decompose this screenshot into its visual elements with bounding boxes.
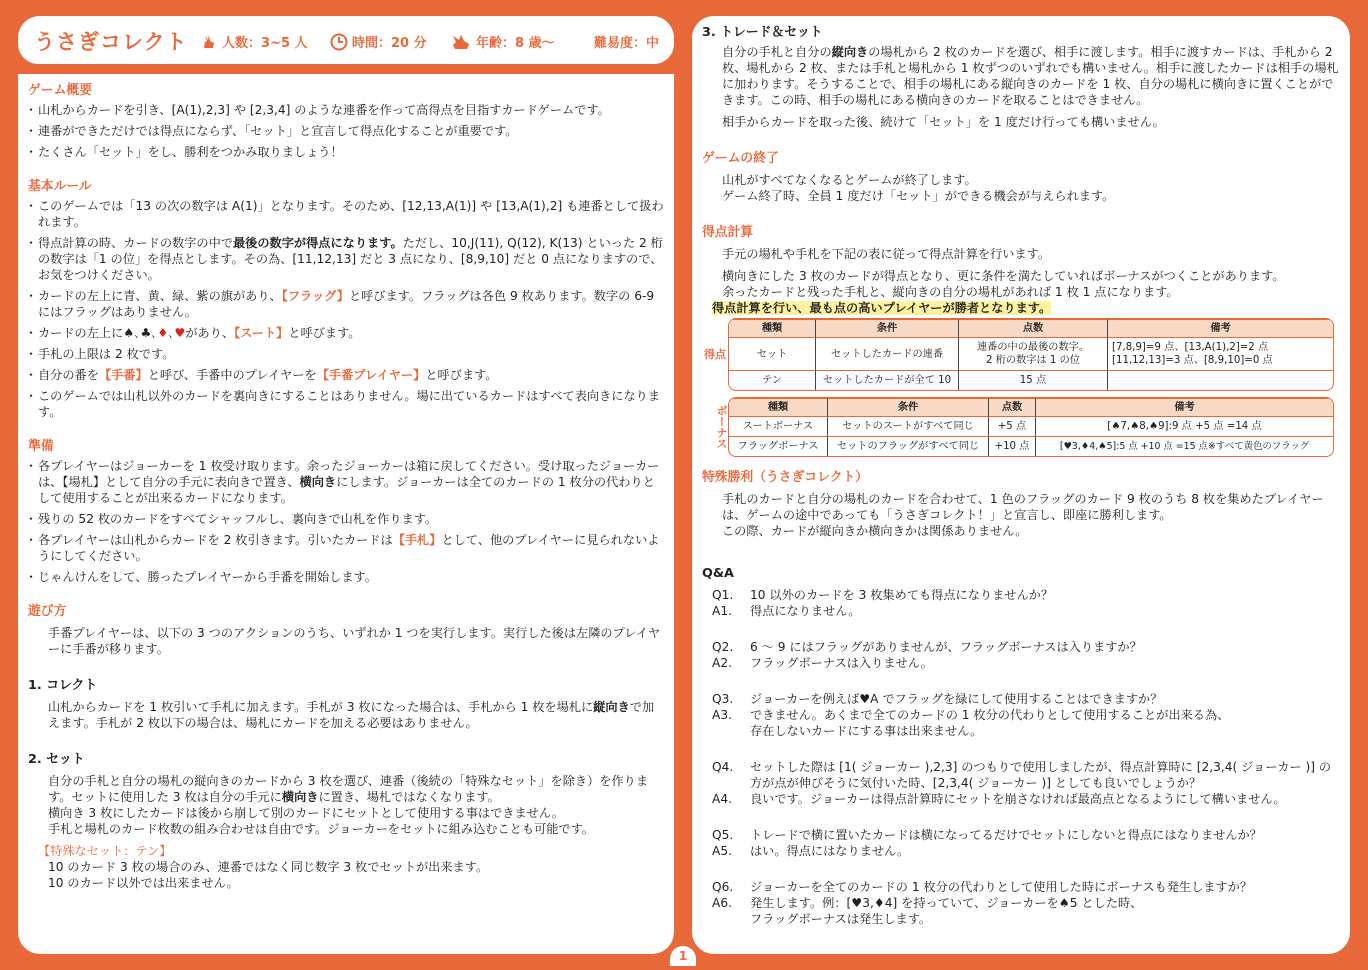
trade-text-2: 相手からカードを取った後、続けて「セット」を 1 度だけ行っても構いません。 — [722, 115, 1165, 129]
club-icon: ♣ — [140, 326, 152, 340]
rabbit-icon — [200, 33, 218, 51]
table-row: テン セットしたカードが全て 10 15 点 — [729, 371, 1333, 390]
scoring-title: 得点計算 — [702, 225, 754, 240]
difficulty-text: 難易度：中 — [594, 36, 660, 51]
winner-highlight: 得点計算を行い、最も点の高いプレイヤーが勝者となります。 — [712, 301, 1052, 315]
qa-list — [712, 587, 1340, 927]
header-band — [18, 64, 674, 74]
header — [18, 16, 674, 64]
end-title: ゲームの終了 — [702, 151, 779, 166]
qa-item: Q1. 10 以外のカードを 3 枚集めても得点になりませんか？ A1. 得点になりません。 — [712, 588, 1054, 618]
list-item: ･ 各プレイヤーは山札からカードを 2 枚引きます。引いたカードは【手札】として、他のプレイヤーに見られないようにしてください。 — [28, 533, 660, 563]
list-item: ･ カードの左上に♠､♣､♦､♥があり、【スート】と呼びます。 — [28, 326, 361, 340]
difficulty-info — [594, 32, 659, 51]
howto-text: 手番プレイヤーは、以下の 3 つのアクションのうち、いずれか 1 つを実行します。実行した後は左隣のプレイヤーに手番が移ります。 — [48, 626, 661, 656]
bonus-table-block — [702, 397, 1340, 457]
trade-text: 自分の手札と自分の縦向きの場札から 2 枚のカードを選び、相手に渡します。相手に渡すカードは、手札から 2 枚、場札から 2 枚、または手札と場札から 1 枚ずつのいずれでも構いません。相手に渡したカードは相手の場札に加わります。そうすることで、相手の場札にある縦向きのカードを 1 枚、自分の場札に横向きに置くことができます。この時、相手の場札にある横向きのカードを取ることはできません。 — [722, 45, 1339, 107]
list-item: ･ カードの左上に青、黄、緑、紫の旗があり、【フラッグ】と呼びます。フラッグは各色 9 枚あります。数字の 6-9 にはフラッグはありません。 — [28, 289, 655, 319]
score-table: 種類 条件 点数 備考 セット セットしたカードの連番 連番の中の最後の数字。 2 桁の数字は 1 の位 [7,8,9]=9 点、[13,A(1),2]=2 点 [11,12,13]=3 点、[8,9,10]=0 点 テン セットしたカードが全て 10 15 点 — [728, 318, 1334, 391]
age-text: 年齢：8 歳～ — [476, 36, 555, 51]
list-item: ･ このゲームでは「13 の次の数字は A(1)」となります。そのため、[12,13,A(1)] や [13,A(1),2] も連番として扱われます。 — [28, 199, 664, 229]
qa-item: Q3. ジョーカーを例えば♥A でフラッグを緑にして使用することはできますか？ A3. できません。あくまで全てのカードの 1 枚分の代わりとして使用することが出来る為、 存在しないカードにする事は出来ません。 — [712, 692, 1230, 738]
players-info — [200, 32, 308, 51]
table-row: フラッグボーナス セットのフラッグがすべて同じ +10 点 [♥3,♦4,♠5]:5 点 +10 点 =15 点※すべて黄色のフラッグ — [729, 437, 1333, 456]
list-item: ･ 自分の番を【手番】と呼び、手番中のプレイヤーを【手番プレイヤー】と呼びます。 — [28, 368, 498, 382]
overview-title: ゲーム概要 — [28, 83, 92, 98]
clock-icon — [330, 33, 348, 51]
set-title: 2. セット — [28, 752, 85, 767]
rules-list — [28, 198, 664, 420]
age-info — [450, 32, 555, 51]
howto-title: 遊び方 — [28, 604, 67, 619]
qa-title: Q&A — [702, 566, 734, 581]
qa-item: Q4. セットした際は [1( ジョーカー ),2,3] のつもりで使用しましたが、得点計算時に [2,3,4( ジョーカー )] の方が点が伸びそうに気付いた時、[2,3,4( ジョーカー )] としても良いでしょうか？ A4. 良いです。ジョーカーは得点計算時にセットを崩さなければ最高点となるようにして構いません。 — [712, 760, 1332, 806]
set-text: 自分の手札と自分の場札の縦向きのカードから 3 枚を選び、連番（後続の「特殊なセット」を除き）を作ります。セットに使用した 3 枚は自分の手元に横向きに置き、場札ではなくなります。 横向き 3 枚にしたカードは後から崩して別のカードにセットとして使用する事はできません。 手札と場札のカード枚数の組み合わせは自由です。ジョーカーをセットに組み込むことも可能です。 — [48, 774, 649, 836]
list-item: ･ じゃんけんをして、勝ったプレイヤーから手番を開始します。 — [28, 570, 377, 584]
list-item: ･ 山札からカードを引き、[A(1),2,3] や [2,3,4] のような連番を作って高得点を目指すカードゲームです。 — [28, 103, 610, 117]
end-text: 山札がすべてなくなるとゲームが終了します。 ゲーム終了時、全員 1 度だけ「セット」ができる機会が与えられます。 — [722, 173, 1115, 203]
score-table-label: 得点 — [704, 348, 726, 361]
list-item: ･ 連番ができただけでは得点にならず、「セット」と宣言して得点化することが重要です。 — [28, 124, 518, 138]
special-set: 【特殊なセット：テン】 10 のカード 3 枚の場合のみ、連番ではなく同じ数字 3 枚でセットが出来ます。 10 のカード以外では出来ません。 — [38, 843, 664, 891]
right-content — [702, 24, 1340, 927]
list-item: ･ 残りの 52 枚のカードをすべてシャッフルし、裏向きで山札を作ります。 — [28, 512, 438, 526]
collect-title: 1. コレクト — [28, 678, 98, 693]
left-content — [28, 82, 664, 891]
scoring-text: 手元の場札や手札を下記の表に従って得点計算を行います。 横向きにした 3 枚のカードが得点となり、更に条件を満たしていればボーナスがつくことがあります。 余ったカードと残った手札と、縦向きの自分の場札があれば 1 枚 1 点になります。 — [722, 247, 1285, 299]
qa-item: Q6. ジョーカーを全てのカードの 1 枚分の代わりとして使用した時にボーナスも発生しますか？ A6. 発生します。例：[♥3,♦4] を持っていて、ジョーカーを♠5 とした時、 フラッグボーナスは発生します。 — [712, 880, 1253, 926]
diamond-icon: ♦ — [157, 326, 169, 340]
table-row: スートボーナス セットのスートがすべて同じ +5 点 [♠7,♠8,♠9]:9 点 +5 点 =14 点 — [729, 417, 1333, 437]
prep-title: 準備 — [28, 439, 54, 454]
list-item: ･ このゲームでは山札以外のカードを裏向きにすることはありません。場に出ているカードはすべて表向きになります。 — [28, 389, 661, 419]
right-page — [692, 16, 1350, 954]
special-win-title: 特殊勝利（うさぎコレクト） — [702, 470, 869, 485]
bonus-table: 種類 条件 点数 備考 スートボーナス セットのスートがすべて同じ +5 点 [♠7,♠8,♠9]:9 点 +5 点 =14 点 フラッグボーナス セットのフラッグがすべて同じ +10 点 [♥3,♦4,♠5]:5 点 +10 点 =15 点※すべて黄色のフラッグ — [728, 397, 1334, 457]
list-item: ･ たくさん「セット」をし、勝利をつかみ取りましょう！ — [28, 145, 343, 159]
left-page — [18, 16, 674, 954]
rabbit-icon — [450, 33, 472, 51]
page-number: 1 — [670, 946, 696, 966]
special-set-title: 【特殊なセット：テン】 — [38, 844, 172, 858]
qa-item: Q2. 6 ～ 9 にはフラッグがありませんが、フラッグボーナスは入りますか？ A2. フラッグボーナスは入りません。 — [712, 640, 1142, 670]
players-text: 人数：3~5 人 — [222, 36, 308, 51]
score-table-block — [702, 318, 1340, 391]
table-row: セット セットしたカードの連番 連番の中の最後の数字。 2 桁の数字は 1 の位 [7,8,9]=9 点、[13,A(1),2]=2 点 [11,12,13]=3 点、[8,9,10]=0 点 — [729, 338, 1333, 371]
qa-item: Q5. トレードで横に置いたカードは横になってるだけでセットにしないと得点にはなりませんか？ A5. はい。得点にはなりません。 — [712, 828, 1262, 858]
trade-title: 3. トレード＆セット — [702, 25, 823, 40]
time-text: 時間：20 分 — [352, 36, 427, 51]
bonus-table-label: ボーナス — [715, 405, 728, 449]
rules-title: 基本ルール — [28, 179, 92, 194]
special-win-text: 手札のカードと自分の場札のカードを合わせて、1 色のフラッグのカード 9 枚のうち 8 枚を集めたプレイヤーは、ゲームの途中であっても「うさぎコレクト！」と宣言し、即座に勝利します。 この際、カードが縦向きか横向きかは関係ありません。 — [722, 492, 1324, 538]
heart-icon: ♥ — [174, 326, 186, 340]
list-item: ･ 手札の上限は 2 枚です。 — [28, 347, 175, 361]
collect-text: 山札からカードを 1 枚引いて手札に加えます。手札が 3 枚になった場合は、手札から 1 枚を場札に縦向きで加えます。手札が 2 枚以下の場合は、場札にカードを加える必要はありません。 — [48, 700, 655, 730]
overview-list — [28, 102, 664, 160]
prep-list — [28, 458, 664, 585]
list-item: ･ 得点計算の時、カードの数字の中で最後の数字が得点になります。ただし、10,J(11), Q(12), K(13) といった 2 桁の数字は「1 の位」を得点とします。その為、[11,12,13] だと 3 点になり、[8,9,10] だと 0 点になりますので、お気をつけください。 — [28, 236, 663, 282]
time-info — [330, 32, 427, 51]
spade-icon: ♠ — [123, 326, 135, 340]
game-logo: うさぎコレクト — [34, 30, 188, 54]
list-item: ･ 各プレイヤーはジョーカーを 1 枚受け取ります。余ったジョーカーは箱に戻してください。受け取ったジョーカーは、【場札】として自分の手元に表向きで置き、横向きにします。ジョーカーは全てのカードの 1 枚分の代わりとして使用することが出来るカードになります。 — [28, 459, 660, 505]
